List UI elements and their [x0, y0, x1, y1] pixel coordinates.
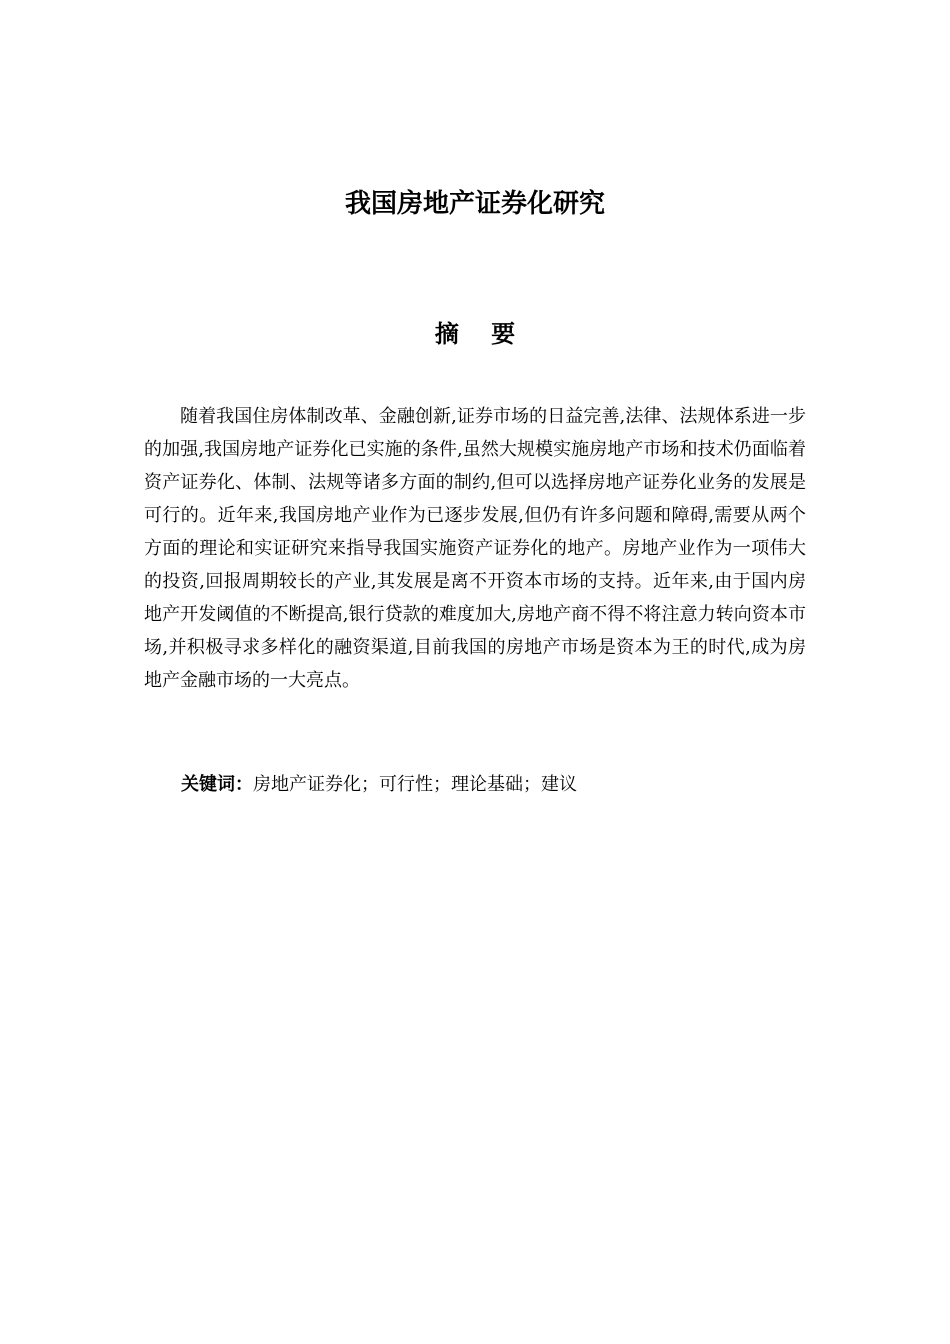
keywords-line [181, 768, 801, 801]
document-title: 我国房地产证券化研究 [344, 189, 605, 219]
keywords-text: 房地产证券化；可行性；理论基础；建议 [253, 774, 577, 795]
abstract-body: 随着我国住房体制改革、金融创新,证券市场的日益完善,法律、法规体系进一步的加强,我国房地产证券化已实施的条件,虽然大规模实施房地产市场和技术仍面临着资产证券化、体制、法规等诸多方面的制约,但可以选择房地产证券化业务的发展是可行的。近年来,我国房地产业作为已逐步发展,但仍有许多问题和障碍,需要从两个方面的理论和实证研究来指导我国实施资产证券化的地产。房地产业作为一项伟大的投资,回报周期较长的产业,其发展是离不开资本市场的支持。近年来,由于国内房地产开发阈值的不断提高,银行贷款的难度加大,房地产商不得不将注意力转向资本市场,并积极寻求多样化的融资渠道,目前我国的房地产市场是资本为王的时代,成为房地产金融市场的一大亮点。 [144, 406, 806, 691]
keywords-label: 关键词： [181, 774, 253, 795]
abstract-heading: 摘 要 [434, 320, 528, 348]
